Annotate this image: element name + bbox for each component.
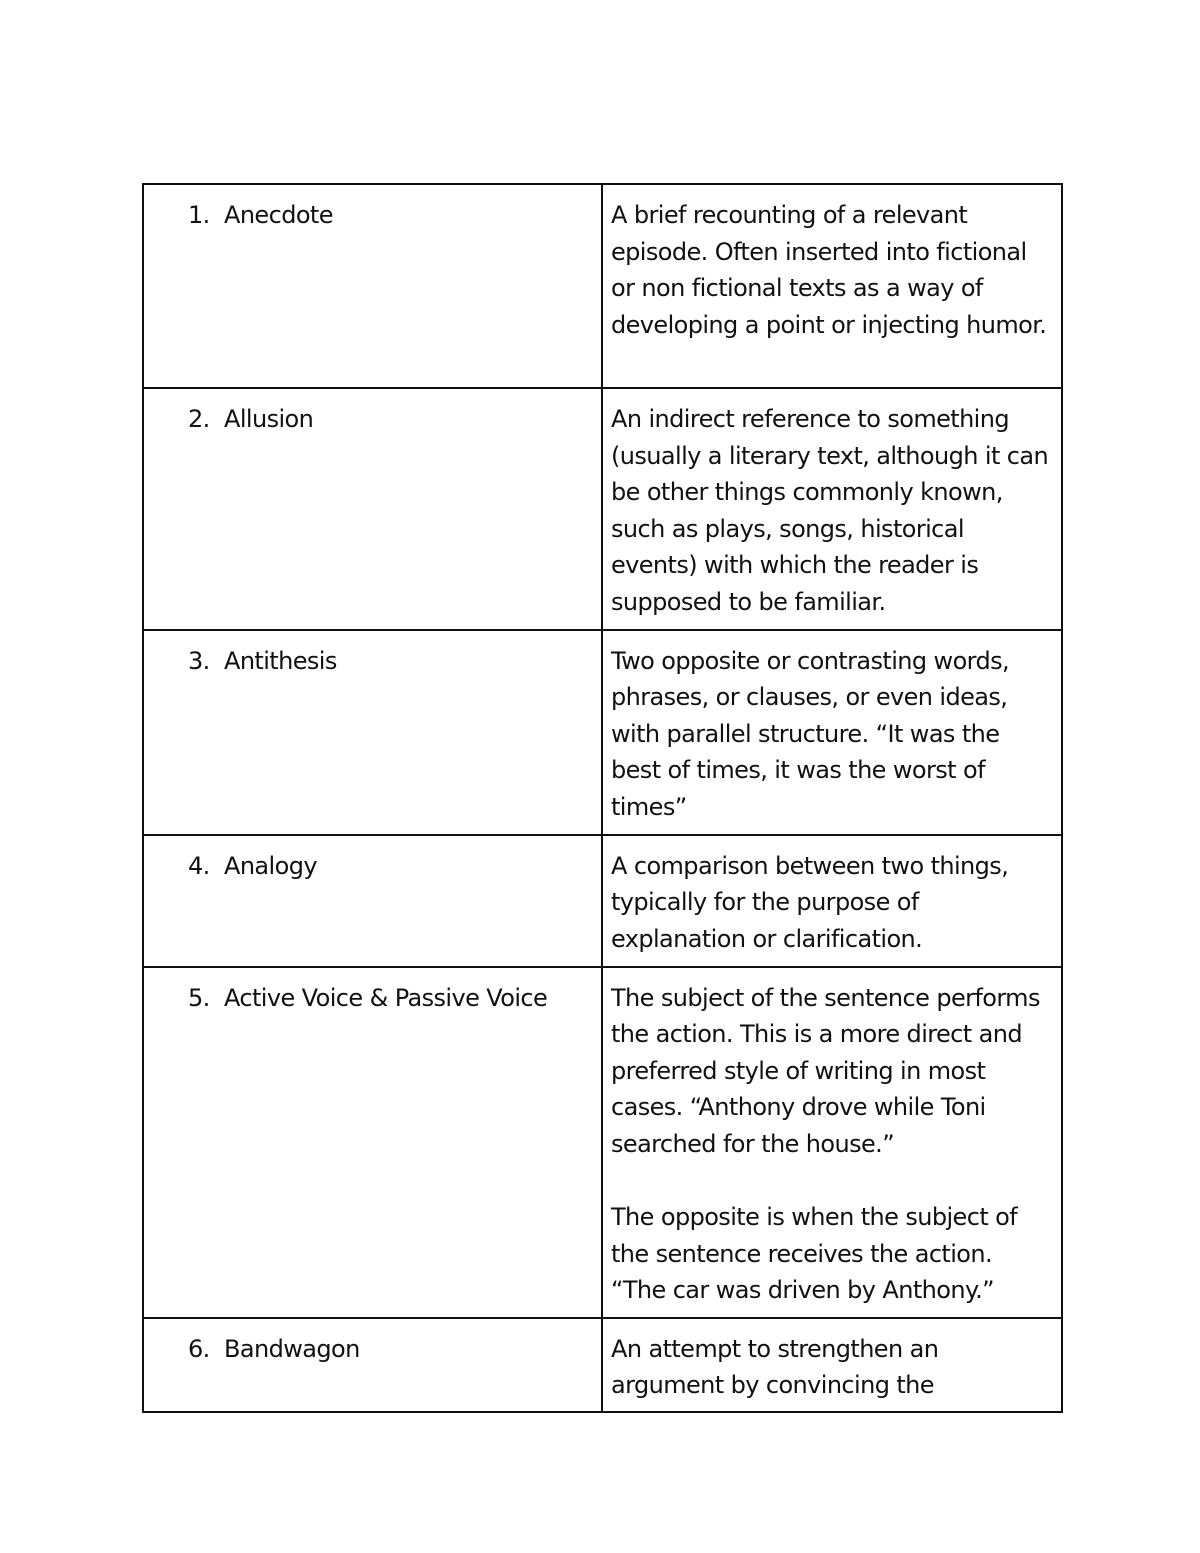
term-number: 6. xyxy=(188,1334,210,1363)
term-name: Active Voice & Passive Voice xyxy=(224,983,548,1012)
definition-text: A comparison between two things, typically for the purpose of explanation or clarification. xyxy=(611,851,1009,953)
term-cell xyxy=(143,1318,602,1412)
term-cell xyxy=(143,967,602,1318)
term-number: 1. xyxy=(188,201,210,229)
term-cell xyxy=(143,388,602,630)
definition-text: The subject of the sentence performs the action. This is a more direct and preferred style of writing in most cases. “Anthony drove while Toni searched for the house.” xyxy=(611,983,1040,1158)
term-cell xyxy=(143,835,602,967)
term-name: Analogy xyxy=(224,851,317,880)
table-row xyxy=(143,630,1062,835)
term-name: Allusion xyxy=(224,405,314,433)
term-name: Anecdote xyxy=(224,201,333,229)
term-cell xyxy=(143,630,602,835)
definition-cell xyxy=(602,184,1062,388)
terms-table xyxy=(142,183,1063,1413)
definition-text: A brief recounting of a relevant episode. Often inserted into fictional or non fictional texts as a way of developing a point or injecting humor. xyxy=(611,201,1047,339)
term-number: 4. xyxy=(188,851,210,880)
table-row xyxy=(143,184,1062,388)
table-row xyxy=(143,388,1062,630)
definition-cell xyxy=(602,388,1062,630)
table-row xyxy=(143,967,1062,1318)
term-number: 2. xyxy=(188,405,210,433)
definition-text: An attempt to strengthen an argument by convincing the xyxy=(611,1334,939,1400)
definition-cell xyxy=(602,835,1062,967)
term-cell xyxy=(143,184,602,388)
definition-text: The opposite is when the subject of the sentence receives the action. “The car was driven by Anthony.” xyxy=(611,1203,1018,1305)
table-row xyxy=(143,1318,1062,1412)
term-number: 3. xyxy=(188,646,210,675)
definition-cell xyxy=(602,967,1062,1318)
definition-text: An indirect reference to something (usually a literary text, although it can be other things commonly known, such as plays, songs, historical events) with which the reader is supposed to be familiar. xyxy=(611,405,1049,616)
definition-cell xyxy=(602,1318,1062,1412)
term-number: 5. xyxy=(188,983,210,1012)
term-name: Antithesis xyxy=(224,646,337,675)
term-name: Bandwagon xyxy=(224,1334,360,1363)
definition-text: Two opposite or contrasting words, phrases, or clauses, or even ideas, with parallel structure. “It was the best of times, it was the worst of times” xyxy=(611,646,1010,821)
definition-cell xyxy=(602,630,1062,835)
table-row xyxy=(143,835,1062,967)
